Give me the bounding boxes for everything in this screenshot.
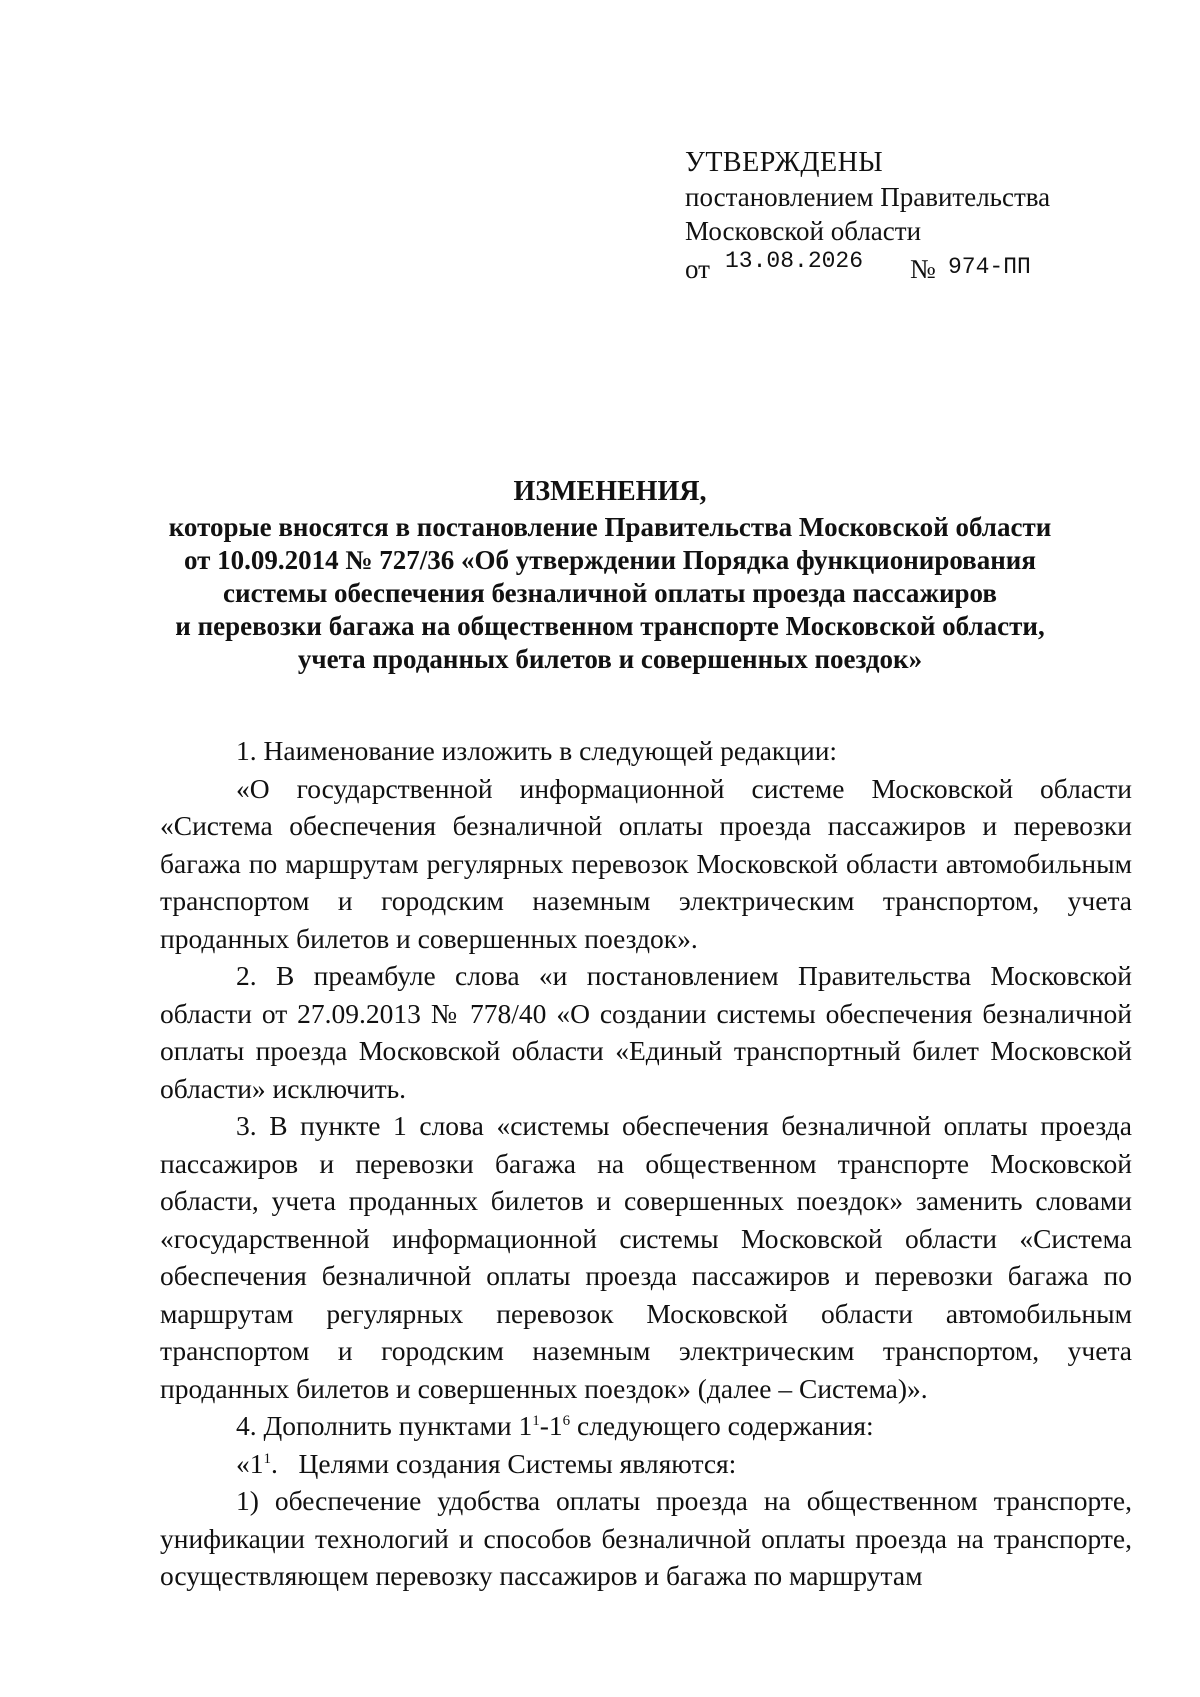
- paragraph-6: [160, 1445, 1132, 1483]
- document-body: [160, 732, 1132, 1595]
- paragraph-6-text-b: . Целями создания Системы являются:: [271, 1447, 737, 1479]
- approval-title: УТВЕРЖДЕНЫ: [685, 147, 884, 178]
- paragraph-5-text-b: -1: [539, 1410, 563, 1441]
- number-sign: №: [910, 254, 936, 284]
- paragraph-5-text-c: следующего содержания:: [570, 1410, 874, 1441]
- paragraph-4: 3. В пункте 1 слова «системы обеспечения безналичной оплаты проезда пассажиров и перевозки багажа на общественном транспорте Московской области, учета проданных билетов и совершенных поездок» заменить словами «государственной информационной системы Московской области «Система обеспечения безналичной оплаты проезда пассажиров и перевозки багажа по маршрутам регулярных перевозок Московской области автомобильным транспортом и городским наземным электрическим транспортом, учета проданных билетов и совершенных поездок» (далее – Система)».: [160, 1110, 1132, 1404]
- paragraph-5-text-a: 4. Дополнить пунктами 1: [236, 1410, 533, 1441]
- paragraph-5: [160, 1407, 1132, 1445]
- paragraph-1: 1. Наименование изложить в следующей редакции:: [236, 735, 838, 766]
- approval-line-2: Московской области: [685, 216, 922, 246]
- paragraph-6-text-a: «1: [236, 1447, 264, 1479]
- heading-line-4: и перевозки багажа на общественном транспорте Московской области,: [175, 611, 1045, 641]
- paragraph-5-sup-1: 1: [532, 1412, 540, 1429]
- approval-line-1: постановлением Правительства: [685, 182, 1051, 212]
- document-heading: [150, 475, 1070, 676]
- heading-title: ИЗМЕНЕНИЯ,: [513, 476, 707, 507]
- paragraph-3: 2. В преамбуле слова «и постановлением Правительства Московской области от 27.09.2013 № 778/40 «О создании системы обеспечения безналичной оплаты проезда Московской области «Единый транспортный билет Московской области» исключить.: [160, 960, 1132, 1104]
- approval-number: 974-ПП: [948, 254, 1031, 280]
- paragraph-2: «О государственной информационной системе Московской области «Система обеспечения безналичной оплаты проезда пассажиров и перевозки багажа по маршрутам регулярных перевозок Московской области автомобильным транспортом и городским наземным электрическим транспортом, учета проданных билетов и совершенных поездок».: [160, 772, 1132, 954]
- date-prefix: от: [685, 254, 710, 284]
- approval-date: 13.08.2026: [725, 248, 864, 274]
- heading-line-1: которые вносятся в постановление Правительства Московской области: [168, 512, 1052, 542]
- heading-line-3: системы обеспечения безналичной оплаты проезда пассажиров: [223, 578, 997, 608]
- heading-line-5: учета проданных билетов и совершенных поездок»: [297, 644, 923, 674]
- paragraph-7: 1) обеспечение удобства оплаты проезда на общественном транспорте, унификации технологий и способов безналичной оплаты проезда на транспорте, осуществляющем перевозку пассажиров и багажа по маршрутам: [160, 1485, 1132, 1591]
- heading-line-2: от 10.09.2014 № 727/36 «Об утверждении Порядка функционирования: [184, 545, 1036, 575]
- approval-date-line: [685, 248, 1050, 282]
- paragraph-6-sup: 1: [263, 1450, 271, 1467]
- paragraph-5-sup-2: 6: [562, 1412, 571, 1429]
- approval-block: [685, 146, 1050, 282]
